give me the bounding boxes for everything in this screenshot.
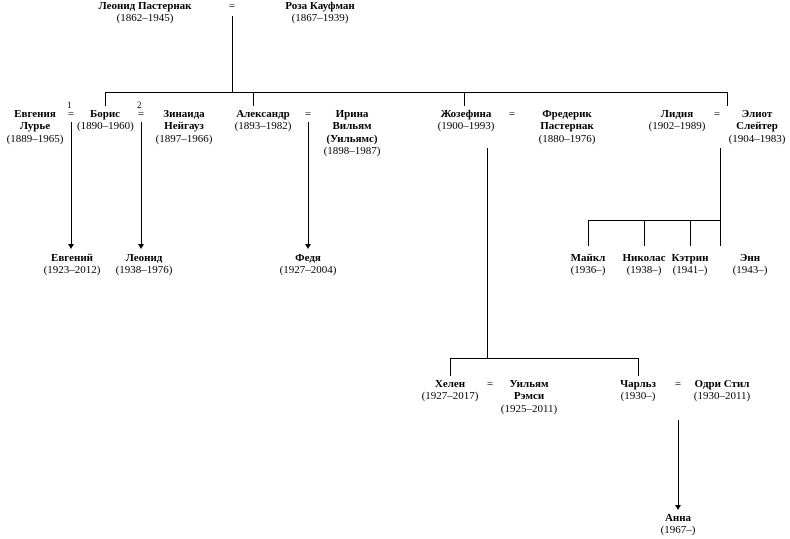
person-dates: (1927–2017) [421, 390, 479, 403]
person-leonid-pasternak [85, 0, 205, 25]
person-maykl [556, 252, 620, 277]
person-name: Жозефина [440, 108, 492, 120]
person-dates: (1930–2011) [693, 390, 751, 403]
marriage-symbol: = [304, 108, 312, 120]
person-name: Хелен [434, 378, 466, 390]
connector-line [71, 122, 72, 244]
person-evgenia-lurie [4, 108, 66, 145]
person-name: Николас [622, 252, 666, 264]
person-name: Леонид Пастернак [98, 0, 192, 12]
marriage-order-mark-1: 1 [67, 100, 72, 110]
person-dates: (1902–1989) [648, 120, 706, 133]
person-dates: (1890–1960) [77, 120, 134, 133]
person-uilyam-remsi [497, 378, 561, 415]
person-name: Зинаида Нейгауз [163, 108, 205, 133]
connector-line [141, 122, 142, 244]
person-name: Ирина Вильям (Уильямс) [326, 108, 378, 145]
connector-line [464, 92, 465, 106]
person-irina-vilyam [318, 108, 386, 157]
person-name: Леонид [125, 252, 163, 264]
connector-line [487, 148, 488, 358]
connector-line [727, 92, 728, 106]
arrow-head [675, 505, 681, 510]
person-dates: (1893–1982) [234, 120, 292, 133]
person-name: Евгений [50, 252, 94, 264]
person-dates: (1889–1965) [6, 132, 64, 145]
person-frederik-pasternak [527, 108, 607, 145]
person-dates: (1936–) [570, 264, 606, 277]
person-name: Одри Стил [694, 378, 750, 390]
person-dates: (1862–1945) [116, 12, 174, 25]
person-dates: (1880–1976) [538, 132, 596, 145]
person-evgeniy [40, 252, 104, 277]
person-name: Элиот Слейтер [736, 108, 778, 133]
marriage-symbol: = [508, 108, 516, 120]
person-zinaida-neigauz [148, 108, 220, 145]
person-dates: (1897–1966) [155, 132, 213, 145]
marriage-symbol: = [486, 378, 494, 390]
person-name: Энн [739, 252, 761, 264]
marriage-symbol: = [674, 378, 682, 390]
person-enn [722, 252, 778, 277]
person-dates: (1943–) [732, 264, 768, 277]
marriage-symbol: = [137, 108, 145, 120]
person-anna [646, 512, 710, 537]
person-dates: (1898–1987) [323, 144, 381, 157]
person-dates: (1941–) [672, 264, 708, 277]
person-dates: (1923–2012) [43, 264, 101, 277]
sibling-bar [588, 220, 721, 221]
person-khelen [418, 378, 482, 403]
person-fedya [276, 252, 340, 277]
person-zhozefina [430, 108, 502, 133]
person-name: Уильям Рэмси [509, 378, 549, 403]
person-leonid-jr [112, 252, 176, 277]
person-name: Федя [295, 252, 321, 264]
sibling-bar [450, 358, 638, 359]
marriage-symbol: = [67, 108, 75, 120]
person-dates: (1867–1939) [291, 12, 349, 25]
connector-line [232, 16, 233, 92]
person-name: Евгения Лурье [14, 108, 56, 133]
person-name: Анна [664, 512, 692, 524]
person-name: Чарльз [620, 378, 656, 390]
person-name: Майкл [570, 252, 606, 264]
connector-line [678, 420, 679, 508]
person-dates: (1925–2011) [500, 402, 558, 415]
connector-line [720, 148, 721, 220]
person-ketrin [660, 252, 720, 277]
person-dates: (1930–) [620, 390, 656, 403]
person-name: Лидия [660, 108, 694, 120]
marriage-symbol: = [228, 0, 236, 12]
person-dates: (1904–1983) [728, 132, 786, 145]
person-roza-kaufman [260, 0, 380, 25]
person-name: Александр [236, 108, 290, 120]
person-charlz [606, 378, 670, 403]
person-aleksandr [226, 108, 300, 133]
marriage-symbol: = [713, 108, 721, 120]
connector-line [105, 92, 106, 106]
connector-line [588, 220, 589, 246]
person-name: Кэтрин [671, 252, 709, 264]
person-dates: (1938–1976) [115, 264, 173, 277]
person-dates: (1938–) [626, 264, 662, 277]
person-lidiya [645, 108, 709, 133]
connector-line [450, 358, 451, 376]
connector-line [638, 358, 639, 376]
connector-line [253, 92, 254, 106]
arrow-head [68, 244, 74, 249]
person-dates: (1927–2004) [279, 264, 337, 277]
person-name: Роза Кауфман [285, 0, 355, 12]
person-dates: (1967–) [660, 524, 696, 537]
connector-line [644, 220, 645, 246]
person-name: Фредерик Пастернак [540, 108, 594, 133]
person-odri-stil [690, 378, 754, 403]
person-name: Борис [89, 108, 121, 120]
connector-line [720, 220, 721, 246]
arrow-head [138, 244, 144, 249]
connector-line [308, 122, 309, 244]
marriage-order-mark-2: 2 [137, 100, 142, 110]
person-boris [77, 108, 133, 133]
arrow-head [305, 244, 311, 249]
person-dates: (1900–1993) [437, 120, 495, 133]
sibling-bar [105, 92, 727, 93]
person-eliot-sleyter [727, 108, 787, 145]
connector-line [690, 220, 691, 246]
